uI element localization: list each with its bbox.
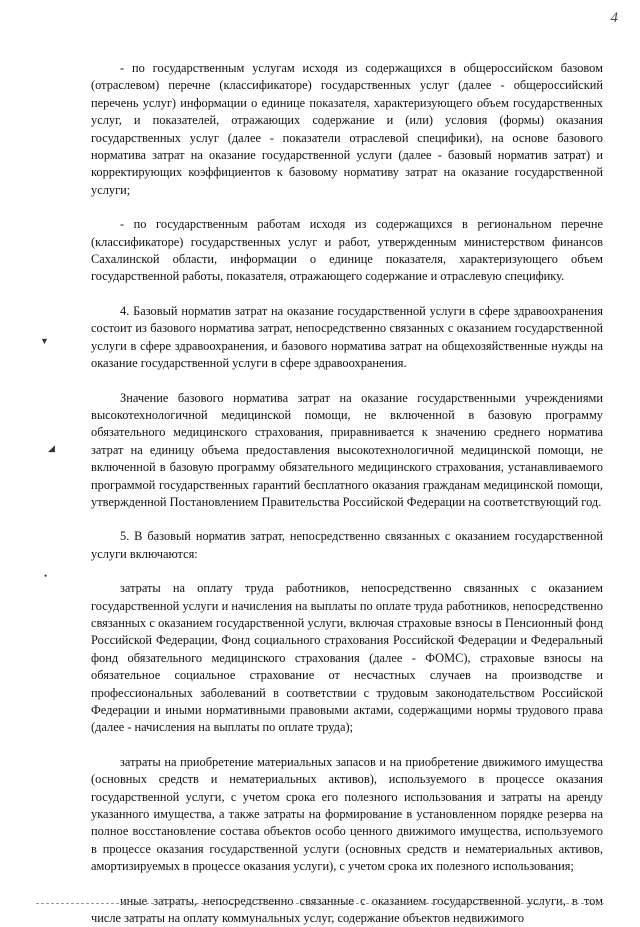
paragraph-item-5: 5. В базовый норматив затрат, непосредственно связанных с оказанием государственной услуги включаются: <box>91 529 603 561</box>
paragraph-item-4: 4. Базовый норматив затрат на оказание государственной услуги в сфере здравоохранения состоит из базового норматива затрат, непосредственно связанных с оказанием государственной услуги в сфере здравоохранения, и базового норматива затрат на общехозяйственные нужды на оказание государственной услуги в сфере здравоохранения. <box>91 303 603 371</box>
margin-mark: • <box>44 571 48 581</box>
document-body <box>91 60 603 927</box>
paragraph-materials-costs: затраты на приобретение материальных запасов и на приобретение движимого имущества (основных средств и нематериальных активов), используемого в процессе оказания государственной услуги, с учетом срока его полезного использования и затраты на аренду указанного имущества, а также затраты на формирование в установленном порядке резерва на полное восстановление состава объектов особо ценного движимого имущества, используемого в процессе оказания государственной услуги (основных средств и нематериальных активов, амортизируемых в процессе оказания услуги), с учетом срока их полезного использования; <box>91 754 603 874</box>
page-number: 4 <box>610 10 618 26</box>
paragraph-high-tech-care: Значение базового норматива затрат на оказание государственными учреждениями высокотехнологичной медицинской помощи, не включенной в базовую программу обязательного медицинского страхования, приравнивается к значению среднего норматива затрат на единицу объема предоставления высокотехнологичной медицинской помощи, не включенной в базовую программу обязательного медицинского страхования, устанавливаемого программой государственных гарантий бесплатного оказания гражданам медицинской помощи, утвержденной Постановлением Правительства Российской Федерации на соответствующий год. <box>91 390 603 509</box>
paragraph-federal-services: - по государственным услугам исходя из содержащихся в общероссийском базовом (отраслевом) перечне (классификаторе) государственных услуг (далее - общероссийский перечень услуг) информации о единице показателя, характеризующего объем государственных услуг, и показателей, отражающих содержание и (или) условия (формы) оказания государственных услуг (далее - показатели отраслевой специфики), на основе базового норматива затрат на оказание государственной услуги (далее - базовый норматив затрат) и корректирующих коэффициентов к базовому нормативу затрат на оказание государственной услуги; <box>91 61 603 197</box>
margin-mark: ▼ <box>40 336 49 346</box>
paragraph-regional-works: - по государственным работам исходя из содержащихся в региональном перечне (классификаторе) государственных услуг и работ, утвержденным министерством финансов Сахалинской области, информации о единице показателя, характеризующего объем государственной работы, показателя, отражающего содержание и отраслевую специфику. <box>91 217 603 284</box>
margin-mark: ◢ <box>48 443 55 453</box>
paragraph-labor-costs: затраты на оплату труда работников, непосредственно связанных с оказанием государственной услуги и начисления на выплаты по оплате труда работников, непосредственно связанных с оказанием государственной услуги, включая страховые взносы в Пенсионный фонд Российской Федерации, Фонд социального страхования Российской Федерации и Федеральный фонд обязательного медицинского страхования (далее - ФОМС), страховые взносы на обязательное социальное страхование от несчастных случаев на производстве и профессиональных заболеваний в соответствии с трудовым законодательством Российской Федерации и иными нормативными правовыми актами, содержащими нормы трудового права (далее - начисления на выплаты по оплате труда); <box>91 581 603 735</box>
page-bottom-edge <box>36 903 604 904</box>
paragraph-other-costs: иные затраты, непосредственно связанные с оказанием государственной услуги, в том числе затраты на оплату коммунальных услуг, содержание объектов недвижимого <box>91 893 603 926</box>
